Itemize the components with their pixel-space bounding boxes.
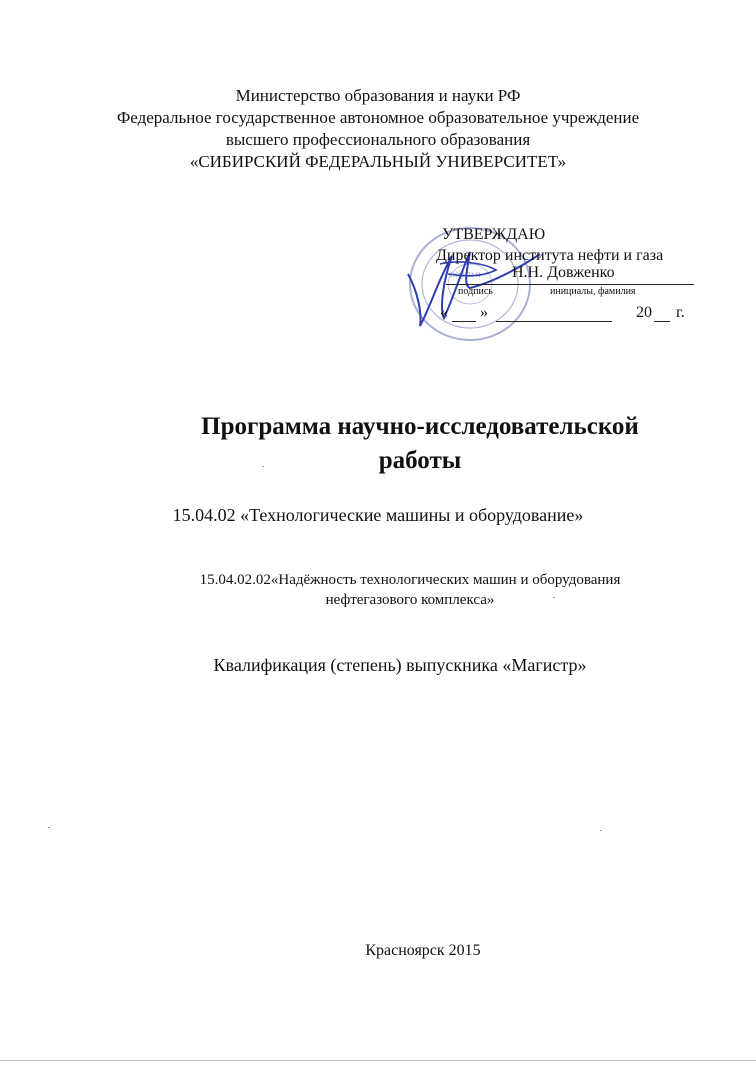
scan-speck bbox=[262, 466, 264, 467]
year-suffix: г. bbox=[676, 304, 685, 321]
approver-name: Н.Н. Довженко bbox=[512, 264, 615, 281]
scan-bottom-edge bbox=[0, 1060, 756, 1061]
approver-position: Директор института нефти и газа bbox=[436, 247, 664, 264]
study-profile bbox=[130, 570, 690, 610]
institution-type-line: Федеральное государственное автономное образовательное учреждение bbox=[116, 108, 640, 127]
institution-header bbox=[0, 85, 756, 173]
title-line-1: Программа научно-исследовательской bbox=[201, 413, 639, 440]
document-title bbox=[150, 410, 690, 478]
ministry-line: Министерство образования и науки РФ bbox=[235, 86, 521, 105]
day-blank bbox=[452, 321, 476, 322]
approval-block bbox=[400, 222, 720, 342]
scan-speck bbox=[48, 827, 50, 828]
city-year: Красноярск 2015 bbox=[365, 942, 481, 959]
title-line-2: работы bbox=[378, 447, 462, 474]
year-blank bbox=[654, 321, 670, 322]
scan-speck bbox=[600, 830, 602, 831]
scan-speck bbox=[553, 597, 555, 598]
signature-line bbox=[446, 284, 694, 285]
study-direction: 15.04.02 «Технологические машины и оборудование» bbox=[172, 505, 584, 525]
university-name: «СИБИРСКИЙ ФЕДЕРАЛЬНЫЙ УНИВЕРСИТЕТ» bbox=[189, 152, 567, 171]
caption-initials-surname: инициалы, фамилия bbox=[550, 286, 636, 297]
month-blank bbox=[496, 321, 612, 322]
education-level-line: высшего профессионального образования bbox=[225, 130, 531, 149]
profile-line-1: 15.04.02.02«Надёжность технологических машин и оборудования bbox=[199, 572, 621, 588]
stamp-text: нефти и bbox=[450, 269, 481, 279]
graduate-qualification: Квалификация (степень) выпускника «Магистр» bbox=[213, 655, 587, 675]
profile-line-2: нефтегазового комплекса» bbox=[325, 592, 495, 608]
date-close-quote: » bbox=[480, 304, 488, 321]
date-open-quote: « bbox=[440, 304, 448, 321]
caption-signature: подпись bbox=[458, 286, 493, 297]
signature-row bbox=[446, 262, 694, 286]
year-prefix: 20 bbox=[636, 304, 652, 321]
approval-title: УТВЕРЖДАЮ bbox=[442, 226, 546, 243]
